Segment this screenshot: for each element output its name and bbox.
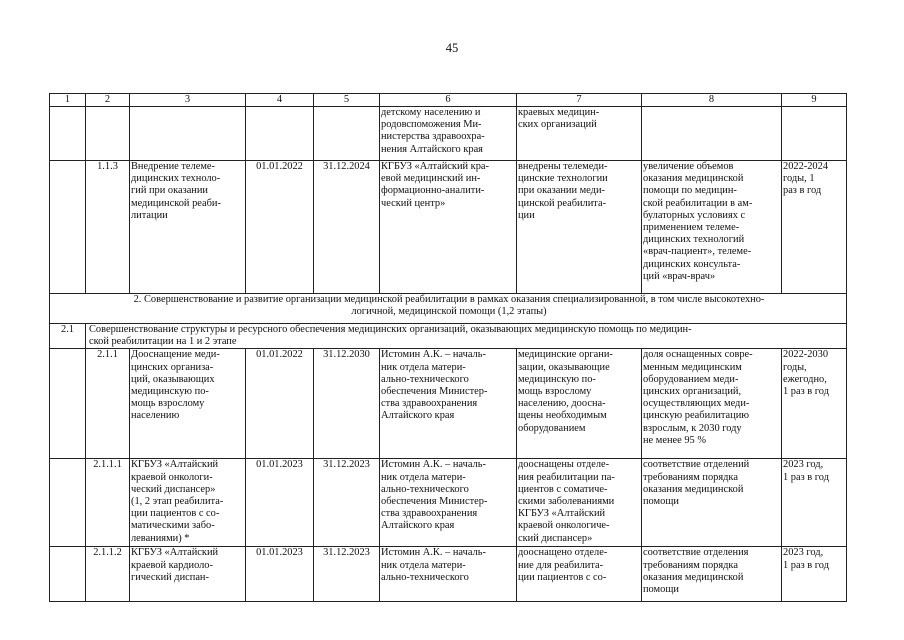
table-cell: 2.1.1.2	[86, 547, 130, 602]
table-cell: 31.12.2023	[314, 459, 380, 547]
table-cell	[130, 107, 246, 161]
subsection-heading: Совершенствование структуры и ресурсного обеспечения медицинских организаций, оказывающих медицинскую помощь по медицин- ской реабилитации на 1 и 2 этапе	[86, 324, 847, 349]
table-row	[50, 459, 847, 547]
table-cell	[50, 459, 86, 547]
header-cell: 1	[50, 94, 86, 107]
table-cell	[50, 161, 86, 294]
section-heading: 2. Совершенствование и развитие организации медицинской реабилитации в рамках оказания специализированной, в том числе высокотехно- логичной, медицинской помощи (1,2 этапы)	[50, 294, 847, 324]
table-cell	[50, 107, 86, 161]
table-cell: детскому населению и родовспоможения Ми- нистерства здравоохра- нения Алтайского края	[380, 107, 517, 161]
section-heading-row	[50, 294, 847, 324]
table-cell	[50, 547, 86, 602]
table-row	[50, 107, 847, 161]
table-cell: Истомин А.К. – началь- ник отдела матери- ально-технического обеспечения Министер- ства здравоохранения Алтайского края	[380, 459, 517, 547]
table-cell: доля оснащенных совре- менным медицинским оборудованием меди- цинских организаций, осуществляющих меди- цинскую реабилитацию взрослым, к 2030 году не менее 95 %	[642, 349, 782, 459]
header-cell: 9	[782, 94, 847, 107]
table-cell: увеличение объемов оказания медицинской помощи по медицин- ской реабилитации в ам- булаторных условиях с применением телеме- дицинских технологий «врач-пациент», телеме- дицинских консульта- ций «врач-врач»	[642, 161, 782, 294]
header-cell: 7	[517, 94, 642, 107]
page-number: 45	[445, 41, 459, 55]
table-cell: 2.1.1	[86, 349, 130, 459]
table-row	[50, 547, 847, 602]
table-cell: 31.12.2030	[314, 349, 380, 459]
table-cell: КГБУЗ «Алтайский кра- евой медицинский ин- формационно-аналити- ческий центр»	[380, 161, 517, 294]
table-cell	[50, 349, 86, 459]
table-cell: КГБУЗ «Алтайский краевой онкологи- ческий диспансер» (1, 2 этап реабилита- ции пациентов с со- матическими забо- леваниями) *	[130, 459, 246, 547]
table-cell: 01.01.2022	[246, 161, 314, 294]
table-cell: Истомин А.К. – началь- ник отдела матери- ально-технического обеспечения Министер- ства здравоохранения Алтайского края	[380, 349, 517, 459]
table-cell: 01.01.2023	[246, 547, 314, 602]
table-cell: КГБУЗ «Алтайский краевой кардиоло- гический диспан-	[130, 547, 246, 602]
table-cell	[246, 107, 314, 161]
table-cell: Дооснащение меди- цинских организа- ций, оказывающих медицинскую по- мощь взрослому населению	[130, 349, 246, 459]
table-cell: краевых медицин- ских организаций	[517, 107, 642, 161]
table-cell: внедрены телемеди- цинские технологии при оказании меди- цинской реабилита- ции	[517, 161, 642, 294]
table-cell: 2023 год, 1 раз в год	[782, 459, 847, 547]
table-cell: 31.12.2023	[314, 547, 380, 602]
header-row	[50, 94, 847, 107]
subsection-number: 2.1	[50, 324, 86, 349]
table-cell: Внедрение телеме- дицинских техноло- гий при оказании медицинской реаби- литации	[130, 161, 246, 294]
header-cell: 4	[246, 94, 314, 107]
table-cell: 2022-2024 годы, 1 раз в год	[782, 161, 847, 294]
header-cell: 2	[86, 94, 130, 107]
table-row	[50, 161, 847, 294]
table-cell: 31.12.2024	[314, 161, 380, 294]
table-cell: 2023 год, 1 раз в год	[782, 547, 847, 602]
header-cell: 5	[314, 94, 380, 107]
table-cell: 2.1.1.1	[86, 459, 130, 547]
table-row	[50, 349, 847, 459]
table-cell	[642, 107, 782, 161]
table-cell	[782, 107, 847, 161]
table-cell: дооснащены отделе- ния реабилитации па- циентов с соматиче- скими заболеваниями КГБУЗ «Алтайский краевой онкологиче- ский диспансер»	[517, 459, 642, 547]
table-cell	[86, 107, 130, 161]
header-cell: 3	[130, 94, 246, 107]
table-cell: 2022-2030 годы, ежегодно, 1 раз в год	[782, 349, 847, 459]
header-cell: 6	[380, 94, 517, 107]
table-cell: 1.1.3	[86, 161, 130, 294]
table-cell: 01.01.2023	[246, 459, 314, 547]
subsection-heading-row	[50, 324, 847, 349]
table-cell: Истомин А.К. – началь- ник отдела матери- ально-технического	[380, 547, 517, 602]
header-cell: 8	[642, 94, 782, 107]
table-cell: соответствие отделения требованиям порядка оказания медицинской помощи	[642, 547, 782, 602]
table-cell: дооснащено отделе- ние для реабилита- ции пациентов с со-	[517, 547, 642, 602]
table-cell: соответствие отделений требованиям порядка оказания медицинской помощи	[642, 459, 782, 547]
table-cell	[314, 107, 380, 161]
activity-table	[49, 93, 847, 602]
table-cell: 01.01.2022	[246, 349, 314, 459]
table-cell: медицинские органи- зации, оказывающие медицинскую по- мощь взрослому населению, доосна- щены необходимым оборудованием	[517, 349, 642, 459]
